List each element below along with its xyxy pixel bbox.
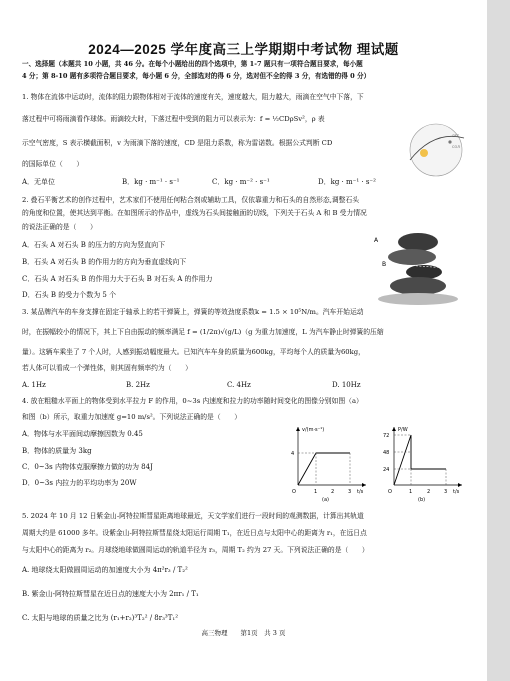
q3-option-b: B. 2Hz — [126, 381, 150, 389]
orbit-label-2: СОЛ — [452, 145, 460, 149]
q3-line3: 量）。这辆车乘坐了 7 个人时，人感到振动幅度最大。已知汽车车身的质量为600kg，平均每个人的质量为60kg， — [22, 348, 365, 356]
graph-a-xtick-1: 1 — [314, 489, 318, 495]
stone-b-label: B — [382, 261, 387, 268]
graph-b-xtick-2: 2 — [427, 489, 431, 495]
graph-b-xtick-3: 3 — [444, 489, 448, 495]
q5-line1: 5. 2024 年 10 月 12 日紫金山-阿特拉斯彗星距离地球最近，天文学家们进行一段时间的观测数据，计算出其轨道 — [22, 512, 364, 520]
stone-a-label: A — [374, 237, 379, 244]
page-footer: 高三物理 第1页 共 3 页 — [201, 629, 286, 637]
stacked-stones-figure — [368, 228, 468, 308]
graph-a-xtick-o: O — [292, 489, 296, 495]
graph-a-xtick-2: 2 — [331, 489, 335, 495]
graph-a-caption: (a) — [322, 497, 329, 503]
graph-b-ytick-48: 48 — [383, 450, 390, 456]
q3-option-d: D. 10Hz — [332, 381, 361, 389]
q4-line2: 和图（b）所示，取重力加速度 g=10 m/s²。下列说法正确的是（ ） — [22, 413, 242, 421]
graph-b-xtick-o: O — [388, 489, 392, 495]
q2-line2: 的角度和位置，使其达到平衡。在如图所示的作品中，虚线为石头间接触面的切线，下列关于石头 A 和 B 受力情况 — [22, 209, 367, 217]
q1-option-b: B．kg · m⁻¹ · s⁻¹ — [122, 178, 180, 186]
q4-option-a: A．物体与水平面间动摩擦因数为 0.45 — [22, 430, 143, 438]
q3-line4: 若人体可以看成一个弹性体，则其固有频率约为（ ） — [22, 364, 192, 372]
q1-option-d: D．kg · m⁻¹ · s⁻² — [318, 178, 376, 186]
q5-line3: 与太阳中心的距离为 r₂。月球绕地球做圆周运动的轨道半径为 r₃，周期 T₂ 约为 27 天。下列说法正确的是（ ） — [22, 546, 369, 554]
graph-b-xtick-1: 1 — [409, 489, 413, 495]
q1-line1: 1. 物体在流体中运动时，流体的阻力跟物体相对于流体的速度有关，速度越大，阻力越大，雨滴在空气中下落，下 — [22, 93, 364, 101]
q2-option-c: C．石头 A 对石头 B 的作用力大于石头 B 对石头 A 的作用力 — [22, 275, 213, 283]
q2-line1: 2. 叠石平衡艺术的创作过程中，艺术家们不使用任何粘合剂或辅助工具，仅依靠重力和石头的自然形态,调整石头 — [22, 196, 360, 204]
q3-option-c: C. 4Hz — [227, 381, 251, 389]
q5-line2: 周期大约是 61000 多年。设紫金山-阿特拉斯彗星绕太阳运行周期 T₁，在近日点与太阳中心的距离为 r₁，在远日点 — [22, 529, 367, 537]
q3-line2: 时，在振幅较小的情况下，其上下自由振动的频率满足 f = (1/2π)√(g/L)（g 为重力加速度，L 为汽车静止时弹簧的压缩 — [22, 328, 384, 336]
q2-option-a: A．石头 A 对石头 B 的压力的方向为竖直向下 — [22, 241, 166, 249]
q5-option-c: C. 太阳与地球的质量之比为 (r₁+r₂)³T₂² / 8r₃³T₁² — [22, 614, 179, 622]
q4-option-d: D．0~3s 内拉力的平均功率为 20W — [22, 479, 137, 487]
graph-b-caption: (b) — [418, 497, 426, 503]
orbit-label-1: ЛЕТ — [452, 134, 459, 138]
q4-option-b: B．物体的质量为 3kg — [22, 447, 92, 455]
comet-orbit-figure — [404, 120, 474, 178]
q2-line3: 的说法正确的是（ ） — [22, 223, 97, 231]
page-title: 2024—2025 学年度高三上学期期中考试物 理试题 — [88, 42, 399, 57]
graph-a-ytick: 4 — [291, 451, 295, 457]
q5-option-a: A. 地球绕太阳做圆周运动的加速度大小为 4π²r₃ / T₂² — [22, 566, 188, 574]
section-instructions-line1: 一、选择题（本题共 10 小题，共 46 分。在每个小题给出的四个选项中，第 1-7 题只有一项符合题目要求，每小题 — [22, 60, 363, 68]
q3-option-a: A. 1Hz — [22, 381, 46, 389]
graph-a-xtick-3: 3 — [348, 489, 352, 495]
q1-line4: 的国际单位（ ） — [22, 160, 84, 168]
q2-option-b: B．石头 A 对石头 B 的作用力的方向为垂直虚线向下 — [22, 258, 187, 266]
q2-option-d: D．石头 B 的受力个数为 5 个 — [22, 291, 117, 299]
graph-b-ytick-24: 24 — [383, 467, 390, 473]
q3-line1: 3. 某品牌汽车的车身支撑在固定于轴承上的若干弹簧上，弹簧的等效劲度系数k = 1.5 × 10⁵N/m。汽车开始运动 — [22, 308, 364, 316]
section-instructions-line2: 4 分；第 8-10 题有多项符合题目要求，每小题 6 分，全部选对的得 6 分，选对但不全的得 3 分，有选错的得 0 分） — [22, 72, 371, 80]
power-time-graph — [380, 423, 466, 503]
velocity-time-graph — [284, 423, 370, 503]
q1-option-c: C．kg · m⁻² · s⁻¹ — [212, 178, 270, 186]
graph-b-ylabel: P/W — [398, 427, 408, 433]
graph-b-xlabel: t/s — [453, 489, 460, 495]
q4-line1: 4. 放在粗糙水平面上的物体受到水平拉力 F 的作用，0~3s 内速度和拉力的功率随时间变化的图像分别如图（a） — [22, 397, 363, 405]
graph-b-ytick-72: 72 — [383, 433, 390, 439]
q1-option-a: A．无单位 — [22, 178, 56, 186]
graph-a-ylabel: v/(m·s⁻¹) — [302, 427, 325, 433]
viewer-side-rail — [487, 0, 510, 681]
q1-line2: 落过程中可将雨滴看作球体。雨滴较大时，下落过程中受到的阻力可以表示为：f = ½CDρSv²，ρ 表 — [22, 115, 325, 123]
q4-option-c: C．0~3s 内物体克服摩擦力做的功为 84J — [22, 463, 153, 471]
q5-option-b: B. 紫金山-阿特拉斯彗星在近日点的速度大小为 2πr₁ / T₁ — [22, 590, 199, 598]
graph-a-xlabel: t/s — [357, 489, 364, 495]
q1-line3: 示空气密度，S 表示横截面积，v 为雨滴下落的速度，CD 是阻力系数，称为雷诺数。根据公式判断 CD — [22, 139, 333, 147]
